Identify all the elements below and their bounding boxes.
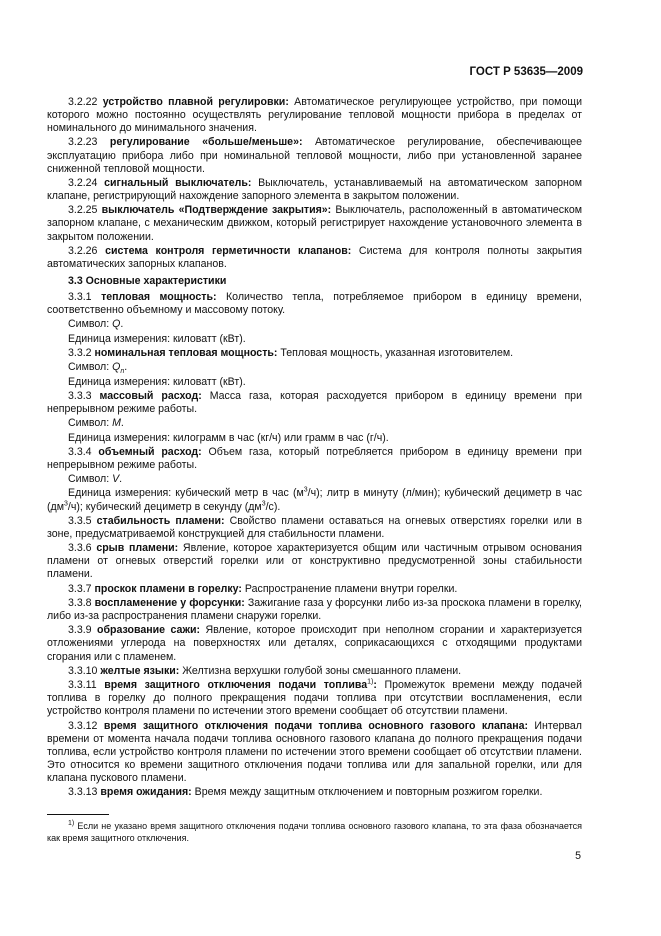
text-segment: Q [112, 361, 121, 374]
term: выключатель «Подтверждение закрытия»: [101, 204, 332, 217]
text-segment: V [112, 473, 120, 486]
paragraph [47, 432, 582, 445]
term: время ожидания: [100, 786, 192, 799]
text-segment: Символ: [68, 417, 113, 430]
paragraph [47, 204, 582, 243]
text-segment: Время между защитным отключением и повторным розжигом горелки. [191, 786, 543, 799]
text-segment: 3.3.8 [68, 596, 95, 609]
text-segment: 3.3.12 [68, 719, 104, 732]
text-segment: Символ: [68, 473, 113, 486]
text-segment: 3.2.23 [68, 136, 110, 149]
text-segment: 3.3.2 [68, 347, 95, 359]
text-segment: 3.2.25 [68, 204, 102, 217]
term: сигнальный выключатель: [104, 176, 252, 189]
text-segment: 3.2.26 [68, 244, 106, 257]
term: регулирование «больше/меньше»: [109, 136, 303, 149]
paragraph [47, 347, 582, 360]
paragraph [47, 542, 582, 581]
text-segment: /ч); кубический дециметр в секунду (дм [67, 500, 262, 513]
paragraph [47, 361, 582, 374]
text-segment: . [124, 361, 128, 374]
paragraph [47, 487, 582, 513]
term: система контроля герметичности клапанов: [105, 244, 352, 257]
text-segment: Желтизна верхушки голубой зоны смешанного пламени. [179, 664, 462, 677]
text-segment: 3.3.6 [68, 542, 97, 555]
text-segment: 3.3.5 [68, 514, 97, 527]
term: воспламенение у форсунки: [94, 596, 245, 609]
text-segment: Единица измерения: киловатт (кВт). [68, 375, 246, 388]
document-body [47, 96, 582, 800]
text-segment: /ч); литр в минуту (л/мин); кубический дециметр в час (дм [47, 487, 583, 513]
text-segment: Выключатель, расположенный в автоматическом запорном клапане, с механическим движком, который регистрирует нахождение установочного элемента в закрытом положении. [47, 204, 583, 243]
text-segment: 3.3.10 [68, 664, 101, 677]
paragraph [47, 786, 582, 799]
text-segment: Интервал времени от момента начала подачи топлива основного газового клапана до полного прекращения подачи топлива, если устройство контроля пламени по истечении этого времени сообщает об отсутствии пламени. Это относится ко времени защитного отключения подачи топлива или для запальной горелки, или для клапана пускового пламени. [47, 719, 582, 784]
text-segment: Свойство пламени оставаться на огневых отверстиях горелки или в зоне, предусматриваемой конструкцией для стабильности пламени. [47, 514, 582, 540]
footnote-text: Если не указано время защитного отключения подачи топлива основного газового клапана, то эта фаза обозначается как время защитного отключения. [47, 821, 582, 843]
paragraph [47, 665, 582, 678]
paragraph [47, 177, 582, 203]
term: объемный расход: [98, 445, 202, 458]
text-segment: Количество тепла, потребляемое прибором в единицу времени, соответственно объемному и массовому потоку. [47, 291, 582, 317]
text-segment: Тепловая мощность, указанная изготовителем. [277, 347, 514, 359]
text-segment: 3.2.22 [68, 96, 103, 108]
term: тепловая мощность: [101, 291, 217, 304]
term: 3.3 Основные характеристики [68, 274, 227, 287]
paragraph [47, 473, 582, 486]
text-segment: Единица измерения: килограмм в час (кг/ч) или грамм в час (г/ч). [68, 431, 389, 444]
text-segment: 3.3.7 [68, 582, 95, 595]
term: желтые языки: [100, 664, 180, 677]
term: устройство плавной регулировки: [102, 96, 289, 108]
text-segment: Символ: [68, 361, 113, 374]
paragraph [47, 720, 582, 785]
text-segment: Объем газа, который потребляется прибором в единицу времени при непрерывном режиме работы. [47, 445, 582, 471]
paragraph [47, 291, 582, 317]
text-segment: 3.3.3 [68, 389, 100, 402]
text-segment: . [120, 417, 124, 430]
text-segment: Распространение пламени внутри горелки. [241, 582, 458, 595]
paragraph [47, 390, 582, 416]
footnote [47, 820, 582, 844]
text-segment: 3.3.4 [68, 445, 99, 458]
term: : [373, 679, 377, 692]
text-segment: 3.3.11 [68, 679, 105, 692]
term: номинальная тепловая мощность: [94, 347, 278, 359]
text-segment: 3 [64, 500, 68, 507]
term: время защитного отключения подачи топлива [104, 679, 368, 692]
text-segment: . [120, 318, 124, 331]
paragraph [47, 318, 582, 331]
text-segment: 3.2.24 [68, 176, 105, 189]
paragraph [47, 446, 582, 472]
term: время защитного отключения подачи топлива основного газового клапана: [103, 719, 529, 732]
text-segment: Выключатель, устанавливаемый на автоматическом запорном клапане, регистрирующий нахождение запорного элемента в закрытом положении. [47, 176, 582, 203]
text-segment: Масса газа, которая расходуется прибором в единицу времени при непрерывном режиме работы. [47, 389, 582, 415]
paragraph [47, 376, 582, 389]
text-segment: Промежуток времени между подачей топлива в горелку до полного прекращения подачи топлива при отсутствии воспламенения, если устройство контроля пламени по истечении этого времени сообщает об отсутствии пламени. [47, 679, 582, 718]
text-segment: Q [112, 318, 121, 331]
text-segment: . [119, 473, 123, 486]
text-segment: Явление, которое характеризуется общим или частичным отрывом основания пламени от огневых отверстий горелки или от конструктивно предусмотренной зоны стабильности пламени. [47, 542, 582, 581]
text-segment: 1) [367, 678, 374, 686]
text-segment: Система для контроля полноты закрытия автоматических запорных клапанов. [47, 244, 582, 270]
term: образование сажи: [97, 624, 201, 637]
text-segment: /с). [265, 500, 281, 513]
paragraph [47, 417, 582, 430]
paragraph [47, 136, 582, 175]
text-segment: Явление, которое происходит при неполном сгорании и характеризуется отложениями углерода на поверхностях или деталях, соприкасающихся с отходящими продуктами сгорания или с пламенем. [47, 624, 582, 663]
text-segment: Зажигание газа у форсунки либо из-за проскока пламени в горелку, либо из-за распространения пламени снаружи горелки. [47, 596, 582, 623]
page-number: 5 [575, 850, 581, 862]
text-segment: 3 [303, 486, 308, 494]
text-segment: Единица измерения: кубический метр в час (м [68, 487, 304, 500]
paragraph [47, 333, 582, 346]
footnote-mark: 1) [68, 820, 75, 827]
paragraph [47, 515, 582, 541]
paragraph [47, 583, 582, 596]
paragraph [47, 245, 582, 271]
text-segment: n [120, 368, 125, 376]
document-header: ГОСТ Р 53635—2009 [469, 66, 583, 78]
paragraph [47, 96, 582, 135]
term: стабильность пламени: [96, 514, 225, 527]
text-segment: 3 [261, 500, 266, 507]
paragraph [47, 624, 582, 663]
footnote-divider [47, 814, 109, 815]
text-segment: 3.3.9 [68, 624, 98, 637]
section-heading [47, 275, 582, 288]
text-segment: Символ: [68, 318, 113, 331]
text-segment: Автоматическое регулирующее устройство, при помощи которого можно постоянно осуществлять регулирование тепловой мощности прибора в пределах от номинального до минимального значения. [47, 96, 582, 135]
text-segment: 3.3.1 [68, 291, 102, 304]
text-segment: 3.3.13 [68, 786, 101, 799]
text-segment: Автоматическое регулирование, обеспечивающее эксплуатацию прибора либо при номинальной тепловой мощности, либо при установленной заранее сниженной тепловой мощности. [47, 136, 582, 175]
term: проскок пламени в горелку: [94, 582, 242, 595]
paragraph [47, 679, 582, 718]
text-segment: Единица измерения: киловатт (кВт). [68, 332, 246, 345]
term: срыв пламени: [96, 542, 179, 555]
text-segment: M [112, 417, 121, 430]
term: массовый расход: [99, 389, 202, 402]
paragraph [47, 597, 582, 623]
